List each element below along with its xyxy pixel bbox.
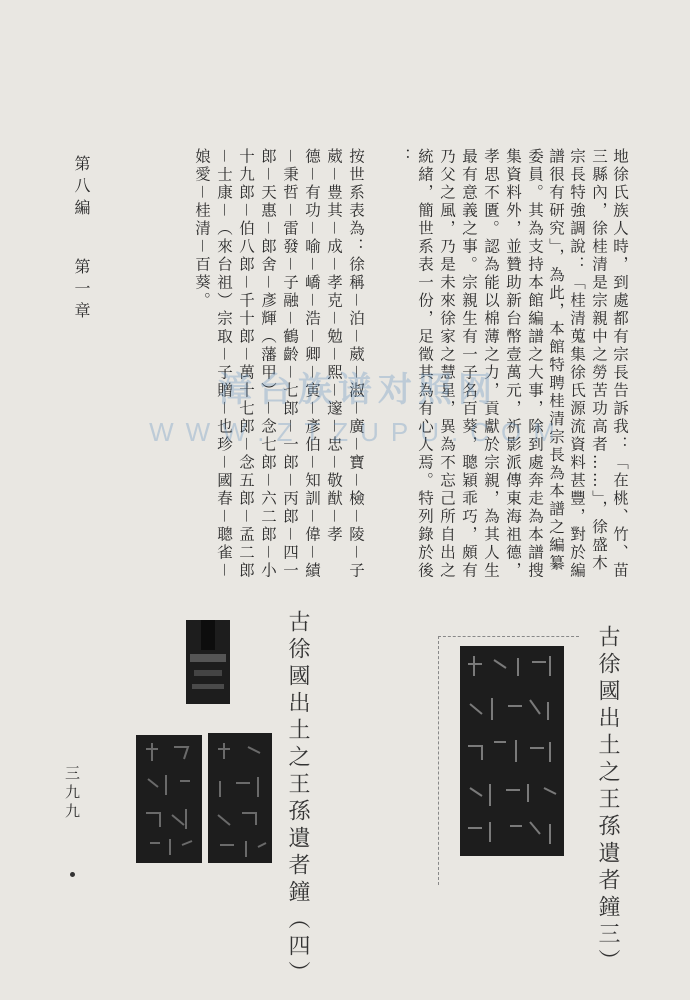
bell-inscription-rubbing-right bbox=[208, 733, 272, 863]
body-column: 地徐氏族人時，到處都有宗長告訴我：「在桃、竹、苗 bbox=[611, 148, 629, 580]
body-column: 宗長特強調說：「桂清蒐集徐氏源流資料甚豐，對於編 bbox=[568, 148, 586, 580]
body-column: ： bbox=[394, 148, 412, 166]
body-column: 譜很有研究」，為此，本館特聘桂清宗長為本譜之編纂 bbox=[547, 148, 565, 573]
lineage-column: 郎－天惠－郎舍－彥輝（藩甲）－念七郎－六二郎－小 bbox=[259, 148, 277, 581]
figure-caption-bell-4: 古徐國出土之王孫遺者鐘（四） bbox=[285, 610, 310, 988]
figure-caption-bell-3: 古徐國出土之王孫遺者鐘三） bbox=[595, 625, 620, 976]
page-number: 三九九 bbox=[63, 765, 81, 822]
lineage-column: 葳－豊其－成－孝克－勉－熙－邃－忠－敬猷－孝 bbox=[325, 148, 343, 545]
body-column: 孝思不匱。認為能以棉薄之力，貢獻於宗親，為其人生 bbox=[482, 148, 500, 580]
rubbing-texture bbox=[208, 733, 272, 863]
lineage-column: －秉哲－雷發－子融－鶴齡－七郎－一郎－丙郎－四一 bbox=[281, 148, 299, 581]
bell-handle-rubbing bbox=[186, 620, 230, 704]
body-column: 統緒，簡世系表一份，足徵其為有心人焉。特列錄於後 bbox=[416, 148, 434, 580]
lineage-column: 德－有功－喻－嶠－浩－卿－寅－彥伯－知訓－偉－績 bbox=[303, 148, 321, 581]
book-section-label: 第八編 bbox=[72, 155, 91, 221]
lineage-column: 娘愛－桂清－百葵。 bbox=[193, 148, 211, 311]
watermark-url: WWW.ZTZUPU.COM bbox=[149, 417, 567, 447]
watermark-title: 漳台族谱对照网 bbox=[218, 371, 498, 409]
body-column: 委員。其為支持本館編譜之大事，除到處奔走為本譜搜 bbox=[526, 148, 544, 580]
body-column: 乃父之風，乃是未來徐家之慧星，異為不忘己所自出之 bbox=[438, 148, 456, 580]
bell-inscription-rubbing bbox=[460, 646, 564, 856]
lineage-column: 十九郎－伯八郎－千十郎－萬十七郎－念五郎－孟二郎 bbox=[237, 148, 255, 581]
rubbing-texture bbox=[186, 620, 230, 704]
rubbing-texture bbox=[136, 735, 202, 863]
body-column: 三縣內，徐桂清是宗親中之勞苦功高者……」，徐盛木 bbox=[590, 148, 608, 573]
rubbing-texture bbox=[460, 646, 564, 856]
chapter-label: 第一章 bbox=[72, 258, 91, 324]
page-mark bbox=[70, 872, 75, 877]
lineage-column: －士康－（來台祖）宗取－子贈－也珍－國春－聰雀－ bbox=[215, 148, 233, 581]
body-column: 集資料外，並贊助新台幣壹萬元，祈影派傳東海祖德， bbox=[504, 148, 522, 580]
body-column: 最有意義之事。宗親生有一子名百葵，聰穎乖巧，頗有 bbox=[460, 148, 478, 580]
bell-inscription-rubbing-left bbox=[136, 735, 202, 863]
lineage-column: 按世系表為：徐稱－泊－葳－淑－廣－寶－檢－陵－子 bbox=[347, 148, 365, 581]
